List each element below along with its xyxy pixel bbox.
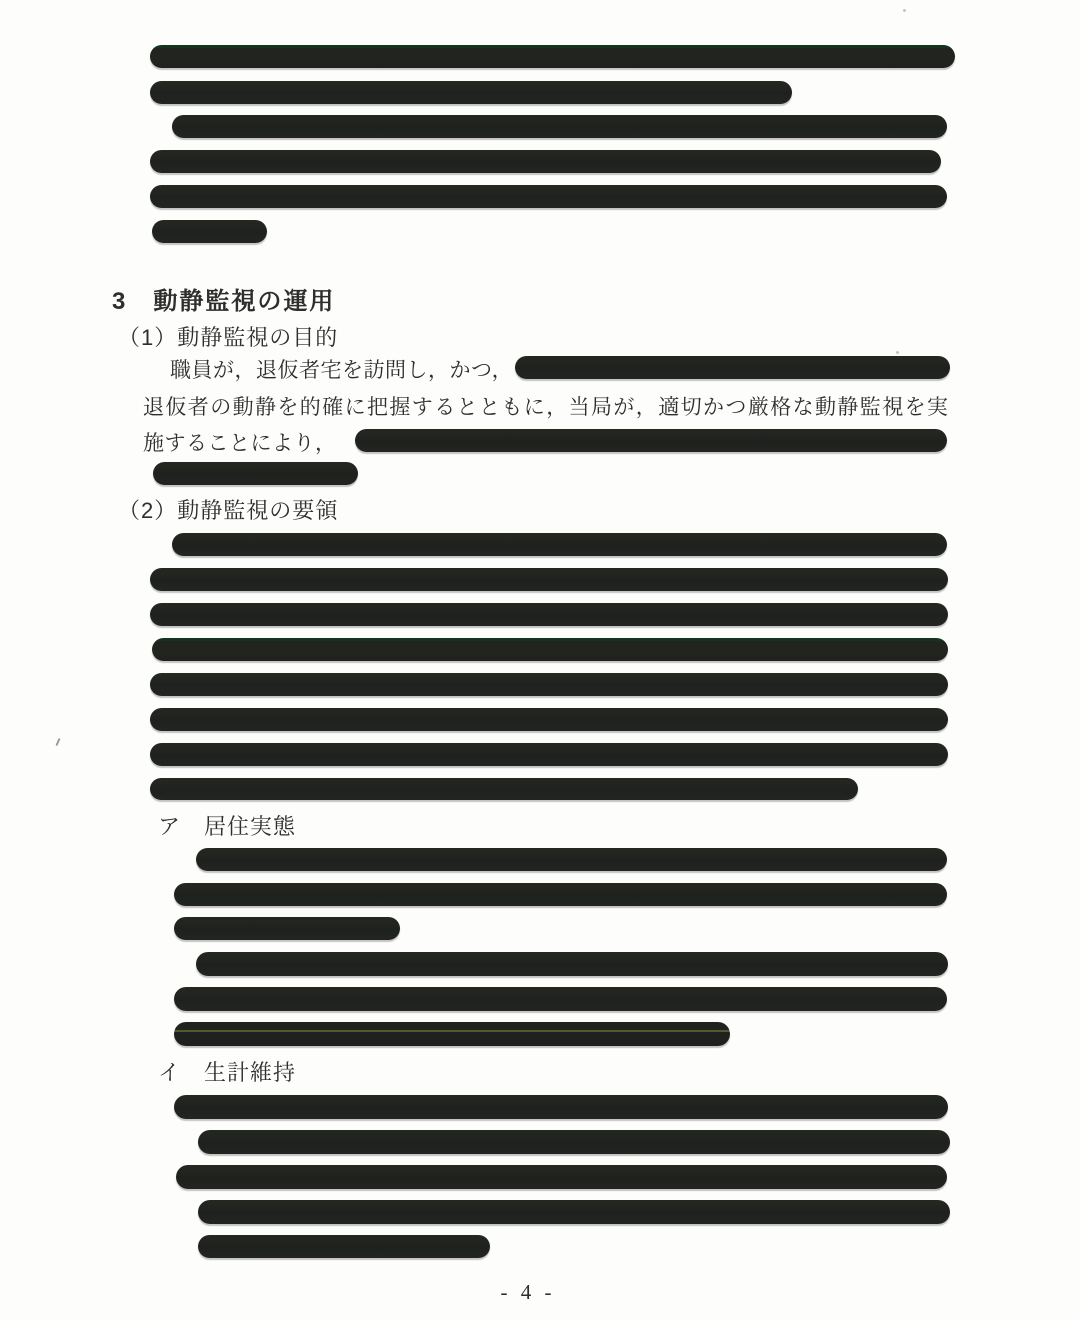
subsection-1-heading: （1）動静監視の目的 <box>118 325 339 350</box>
purpose-paragraph-line-1: 職員が，退仮者宅を訪問し，かつ， <box>170 359 514 382</box>
redaction-bar <box>174 1095 948 1119</box>
purpose-paragraph-line-2: 退仮者の動静を的確に把握するとともに，当局が，適切かつ厳格な動静監視を実 <box>143 396 950 419</box>
page-number: - 4 - <box>500 1280 556 1304</box>
scan-artifact-speck <box>903 9 906 12</box>
subsection-2-heading: （2）動静監視の要領 <box>118 498 339 523</box>
item-a-residence-label: ア 居住実態 <box>158 814 297 839</box>
redaction-bar <box>198 1130 950 1154</box>
redaction-bar <box>198 1200 950 1224</box>
scan-artifact-speck <box>896 351 899 354</box>
section-heading: 3 動静監視の運用 <box>112 288 336 315</box>
purpose-paragraph-line-3: 施することにより， <box>143 432 337 455</box>
redaction-bar <box>176 1165 947 1189</box>
redaction-bar <box>198 1235 490 1258</box>
item-i-livelihood-label: イ 生計維持 <box>158 1060 297 1085</box>
